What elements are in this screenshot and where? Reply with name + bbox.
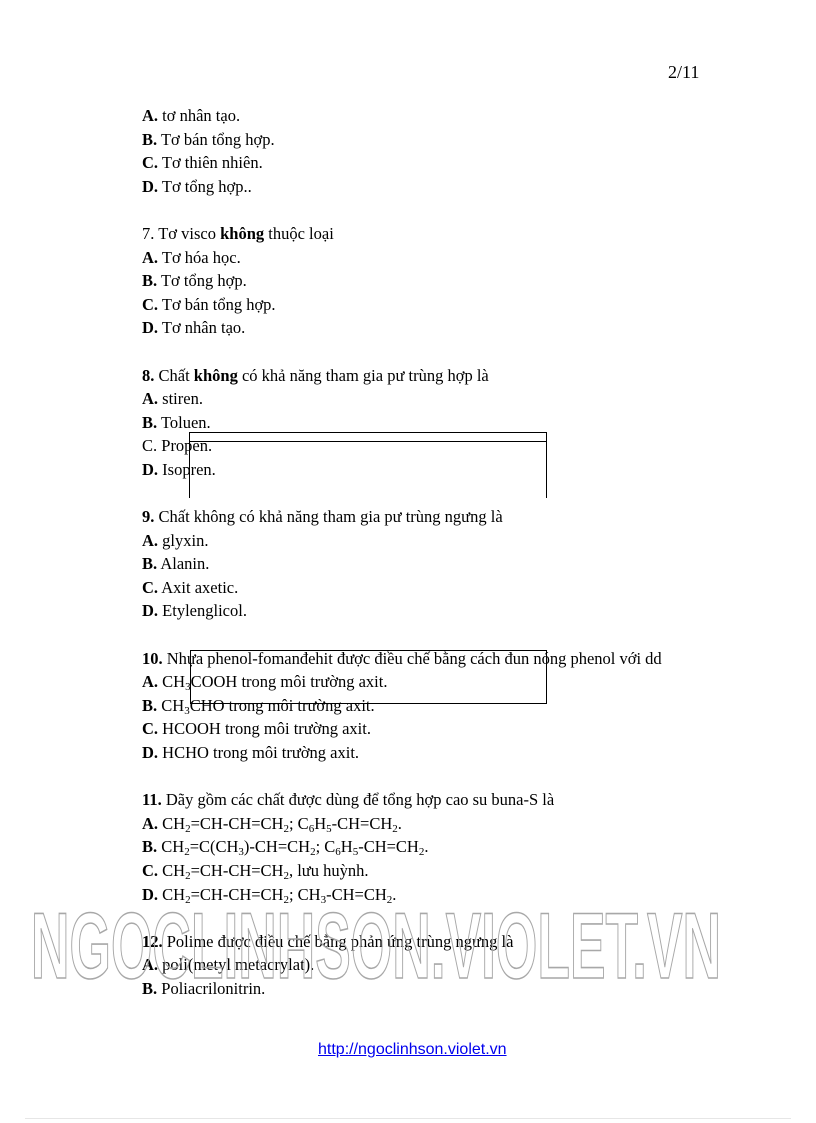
q8-option-d: D. Isopren. [142,459,216,479]
q11-option-b: B. $CH_2=C(CH_3)-CH=CH_2$; $C_6H_5-CH=CH_2$. [142,837,429,859]
q10-option-b: B. $CH_3CHO$ trong môi trường axit. [142,695,375,717]
footer-link[interactable]: http://ngoclinhson.violet.vn [318,1041,507,1058]
q7-option-d: D. Tơ nhân tạo. [142,318,246,338]
q6-option-b: B. Tơ bán tổng hợp. [142,129,275,149]
q6-option-d: D. Tơ tổng hợp.. [142,176,252,196]
q9-option-a: A. glyxin. [142,530,209,550]
watermark [26,900,726,992]
watermark-text: NGOCLINHSON.VIOLET.VN [31,900,721,992]
q12-option-b: B. Poliacrilonitrin. [142,978,266,998]
q6-option-c: C. Tơ thiên nhiên. [142,153,263,173]
q7-option-b: B. Tơ tổng hợp. [142,271,247,291]
q11-option-d: D. $CH_2=CH-CH=CH_2$; $CH_3-CH=CH_2$. [142,884,397,906]
q8-option-c: C. Propen. [142,436,213,456]
q8-option-a: A. stiren. [142,389,203,409]
q8-option-b: B. Toluen. [142,412,211,432]
text-box-frame-top-inner [189,441,547,498]
q12-option-a: A. poli(metyl metacrylat). [142,955,315,975]
q11-stem: 11. Dãy gồm các chất được dùng để tổng hợp cao su buna-S là [142,790,555,810]
q10-stem: 10. Nhựa phenol-fomanđehit được điều chế bằng cách đun nóng phenol với dd [142,648,662,668]
q9-option-d: D. Etylenglicol. [142,601,247,621]
q7-stem: 7. Tơ visco không thuộc loại [142,223,334,243]
q11-option-c: C. $CH_2=CH-CH=CH_2$, lưu huỳnh. [142,861,369,882]
q8-stem: 8. Chất không có khả năng tham gia pư trùng hợp là [142,365,489,385]
question-list [142,104,742,1001]
q10-option-d: D. HCHO trong môi trường axit. [142,743,360,763]
q6-option-a: A. tơ nhân tạo. [142,106,241,125]
q9-option-c: C. Axit axetic. [142,577,239,597]
q11-option-a: A. $CH_2=CH-CH=CH_2$; $C_6H_5-CH=CH_2$. [142,813,402,835]
q10-option-a: A. $CH_3COOH$ trong môi trường axit. [142,672,388,694]
q7-option-c: C. Tơ bán tổng hợp. [142,294,276,314]
q9-stem: 9. Chất không có khả năng tham gia pư trùng ngưng là [142,507,503,527]
q10-option-c: C. HCOOH trong môi trường axit. [142,719,371,739]
q12-stem: 12. Polime được điều chế bằng phản ứng trùng ngưng là [142,931,514,951]
page-number: 2/11 [668,62,700,82]
q7-option-a: A. Tơ hóa học. [142,247,241,267]
text-box-frame-lower [190,650,547,704]
q9-option-b: B. Alanin. [142,554,210,574]
page-bottom-rule [25,1118,791,1119]
